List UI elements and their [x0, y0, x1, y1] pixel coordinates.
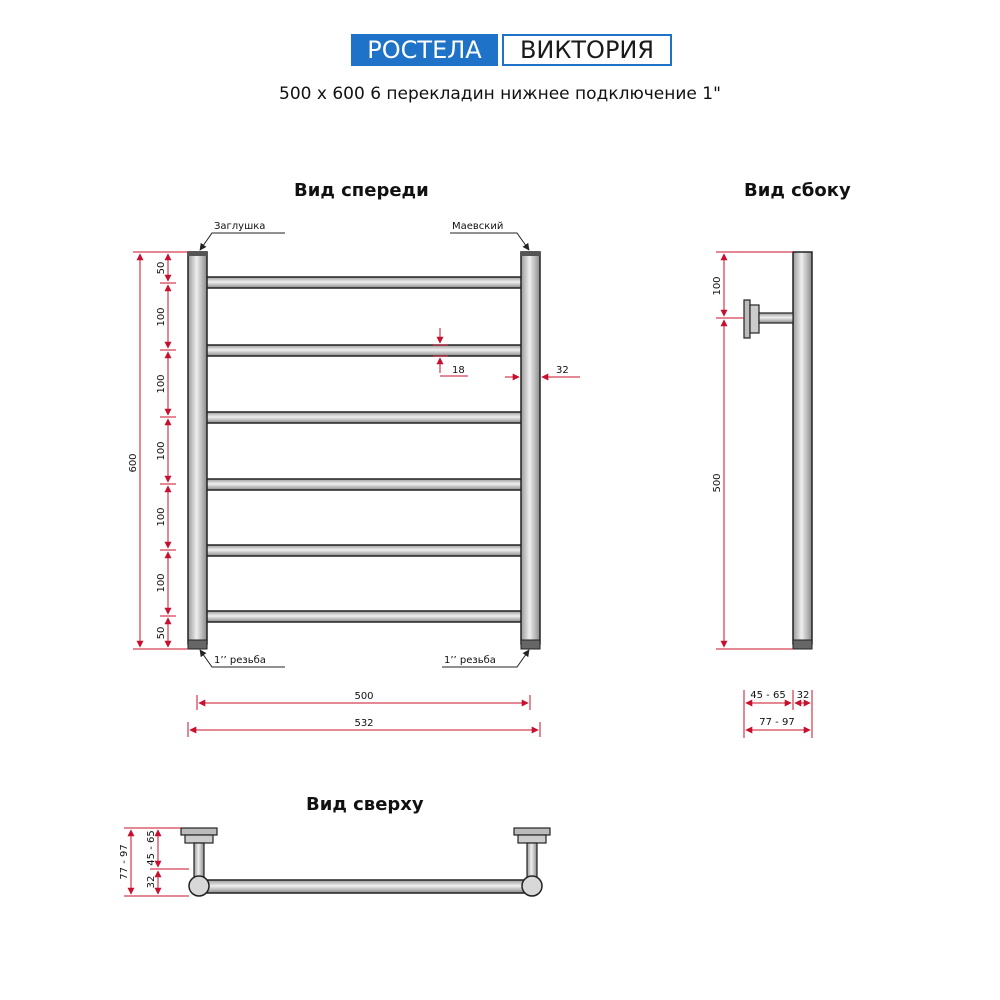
rung: [202, 479, 526, 490]
segment-label: 50: [156, 626, 167, 640]
rungs: [202, 277, 526, 622]
thread-right-label: 1’’ резьба: [444, 655, 496, 666]
rung: [202, 545, 526, 556]
front-view-title: Вид спереди: [294, 180, 429, 201]
left-thread: [188, 640, 207, 649]
segment-label: 50: [156, 261, 167, 275]
segment-label: 100: [156, 507, 167, 527]
top-view: [119, 828, 550, 896]
segment-label: 100: [156, 374, 167, 394]
rung-diameter-label: 18: [452, 365, 465, 376]
left-flange: [185, 835, 213, 843]
right-mount-rod: [527, 843, 537, 877]
mount-flange: [750, 305, 759, 333]
side-mount-depth-label: 45 - 65: [750, 690, 786, 701]
right-vertical-tube: [521, 252, 540, 644]
segment-label: 100: [156, 307, 167, 327]
thread-left-label: 1’’ резьба: [214, 655, 266, 666]
rung: [202, 611, 526, 622]
width-500-label: 500: [354, 691, 374, 702]
side-top-offset-label: 100: [712, 276, 723, 296]
right-wall-plate: [514, 828, 550, 835]
brand-logo: РОСТЕЛА: [351, 34, 498, 66]
product-subtitle: 500 х 600 6 перекладин нижнее подключение 1": [279, 84, 721, 104]
top-rung: [199, 880, 533, 893]
segment-label: 100: [156, 573, 167, 593]
left-mount-rod: [194, 843, 204, 877]
side-height-label: 500: [712, 473, 723, 493]
rung: [202, 345, 526, 356]
top-mount-depth-label: 45 - 65: [146, 830, 157, 866]
rung: [202, 412, 526, 423]
tube-diameter-label: 32: [556, 365, 569, 376]
left-tube-section: [189, 876, 209, 896]
side-tube-dia-label: 32: [796, 690, 810, 701]
mount-rod: [759, 313, 793, 323]
right-tube-section: [522, 876, 542, 896]
top-view-title: Вид сверху: [306, 794, 424, 815]
side-view-title: Вид сбоку: [744, 180, 851, 201]
left-vertical-tube: [188, 252, 207, 644]
side-total-depth-label: 77 - 97: [759, 717, 795, 728]
valve-cap: [521, 252, 540, 256]
plug-leader: [200, 233, 285, 250]
right-flange: [518, 835, 546, 843]
top-tube-dia-label: 32: [146, 875, 157, 889]
model-name: ВИКТОРИЯ: [502, 34, 672, 66]
left-wall-plate: [181, 828, 217, 835]
plug-label: Заглушка: [214, 221, 266, 232]
wall-plate: [744, 300, 750, 338]
valve-label: Маевский: [452, 221, 504, 232]
width-532-label: 532: [354, 718, 374, 729]
side-tube: [793, 252, 812, 644]
right-thread: [521, 640, 540, 649]
rung: [202, 277, 526, 288]
top-total-depth-label: 77 - 97: [119, 844, 130, 880]
side-view: [712, 252, 812, 738]
side-thread: [793, 640, 812, 649]
segment-label: 100: [156, 441, 167, 461]
height-600-label: 600: [128, 453, 139, 473]
front-view: [128, 221, 580, 737]
valve-leader: [450, 233, 529, 250]
plug-cap: [188, 252, 207, 256]
